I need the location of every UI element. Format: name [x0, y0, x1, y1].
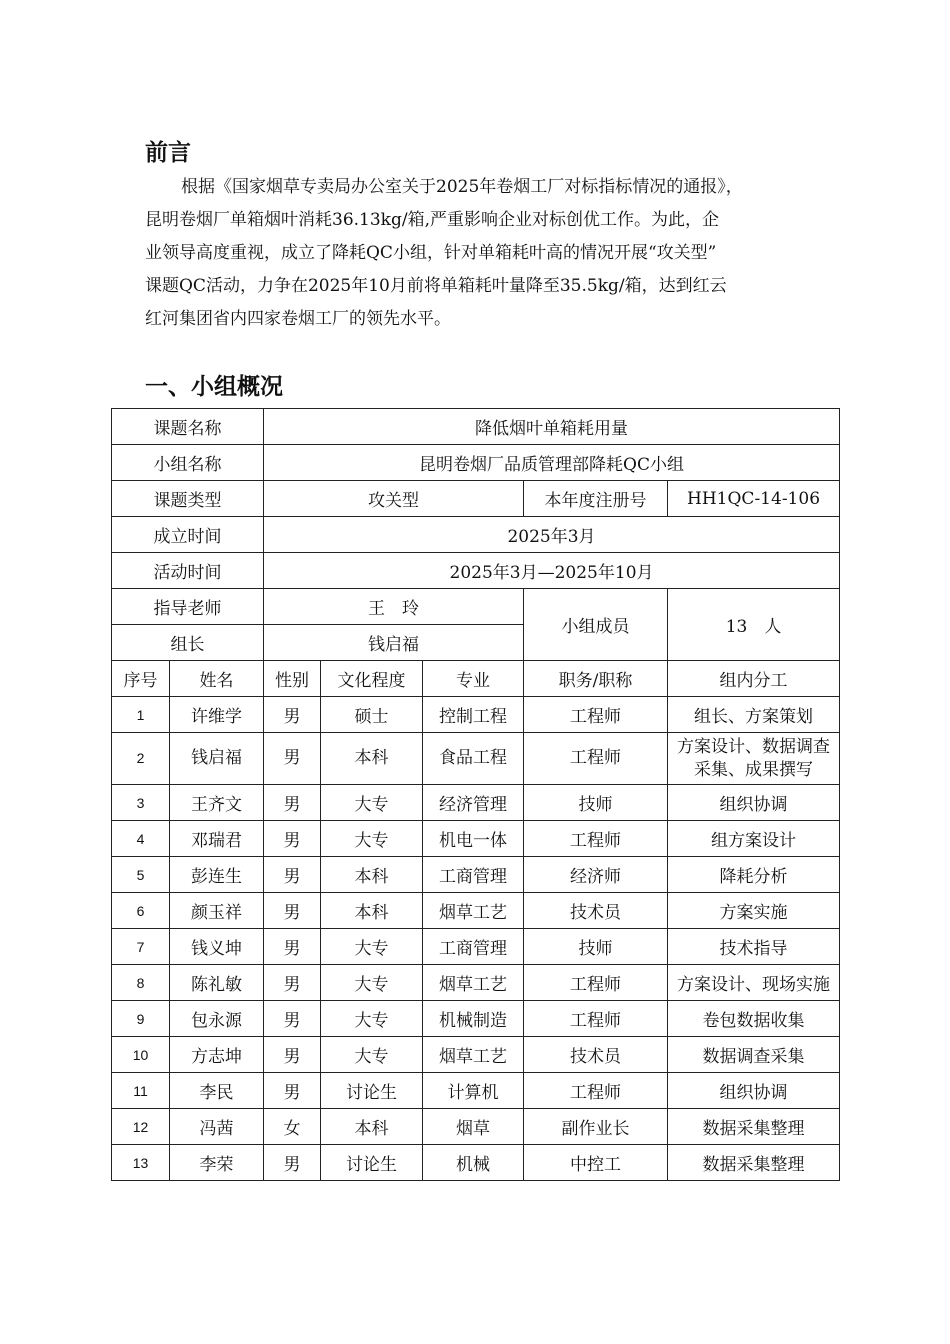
table-row — [112, 697, 840, 733]
member-title: 技师 — [524, 785, 668, 821]
member-major: 食品工程 — [423, 733, 524, 785]
member-no: 5 — [112, 857, 170, 893]
member-sex: 男 — [264, 785, 321, 821]
member-education: 硕士 — [321, 697, 423, 733]
member-title: 技师 — [524, 929, 668, 965]
table-row — [112, 821, 840, 857]
leader-value: 钱启福 — [264, 625, 524, 661]
preface-title: 前言 — [145, 140, 191, 166]
member-no: 1 — [112, 697, 170, 733]
member-education: 本科 — [321, 1109, 423, 1145]
member-sex: 男 — [264, 929, 321, 965]
member-title: 工程师 — [524, 1073, 668, 1109]
member-role: 技术指导 — [668, 929, 840, 965]
member-sex: 男 — [264, 893, 321, 929]
founded-label: 成立时间 — [112, 517, 264, 553]
table-row — [112, 857, 840, 893]
table-row — [112, 1037, 840, 1073]
table-row — [112, 1109, 840, 1145]
member-title: 工程师 — [524, 733, 668, 785]
group-name-value: 昆明卷烟厂品质管理部降耗QC小组 — [264, 445, 840, 481]
member-name: 彭连生 — [170, 857, 264, 893]
member-no: 7 — [112, 929, 170, 965]
member-major: 烟草工艺 — [423, 893, 524, 929]
member-role: 方案实施 — [668, 893, 840, 929]
member-education: 大专 — [321, 821, 423, 857]
table-row — [112, 1145, 840, 1181]
member-sex: 男 — [264, 821, 321, 857]
member-title: 工程师 — [524, 821, 668, 857]
member-title: 副作业长 — [524, 1109, 668, 1145]
header-role: 组内分工 — [668, 661, 840, 697]
registration-label: 本年度注册号 — [524, 481, 668, 517]
header-education: 文化程度 — [321, 661, 423, 697]
member-no: 4 — [112, 821, 170, 857]
preface-line: 红河集团省内四家卷烟工厂的领先水平。 — [145, 309, 451, 329]
member-role: 组织协调 — [668, 785, 840, 821]
member-role: 卷包数据收集 — [668, 1001, 840, 1037]
member-role: 降耗分析 — [668, 857, 840, 893]
member-education: 大专 — [321, 1001, 423, 1037]
period-label: 活动时间 — [112, 553, 264, 589]
member-major: 机械 — [423, 1145, 524, 1181]
overview-title: 一、小组概况 — [145, 374, 283, 400]
member-name: 李荣 — [170, 1145, 264, 1181]
member-sex: 男 — [264, 1037, 321, 1073]
member-major: 计算机 — [423, 1073, 524, 1109]
member-major: 机械制造 — [423, 1001, 524, 1037]
member-role: 组织协调 — [668, 1073, 840, 1109]
member-name: 邓瑞君 — [170, 821, 264, 857]
header-sex: 性别 — [264, 661, 321, 697]
member-name: 陈礼敏 — [170, 965, 264, 1001]
period-value: 2025年3月—2025年10月 — [264, 553, 840, 589]
member-role: 方案设计、数据调查采集、成果撰写 — [668, 733, 840, 785]
header-title: 职务/职称 — [524, 661, 668, 697]
table-row — [112, 893, 840, 929]
member-no: 12 — [112, 1109, 170, 1145]
member-education: 本科 — [321, 893, 423, 929]
table-row — [112, 445, 840, 481]
founded-value: 2025年3月 — [264, 517, 840, 553]
member-major: 工商管理 — [423, 929, 524, 965]
member-sex: 男 — [264, 1001, 321, 1037]
table-row — [112, 965, 840, 1001]
member-education: 本科 — [321, 857, 423, 893]
member-education: 讨论生 — [321, 1145, 423, 1181]
group-overview-table — [111, 408, 840, 1181]
member-sex: 男 — [264, 965, 321, 1001]
member-major: 工商管理 — [423, 857, 524, 893]
members-count: 13 人 — [668, 589, 840, 661]
member-title: 技术员 — [524, 893, 668, 929]
member-title: 工程师 — [524, 1001, 668, 1037]
member-no: 2 — [112, 733, 170, 785]
member-education: 大专 — [321, 965, 423, 1001]
member-sex: 女 — [264, 1109, 321, 1145]
table-row — [112, 553, 840, 589]
member-no: 11 — [112, 1073, 170, 1109]
member-role: 数据调查采集 — [668, 1037, 840, 1073]
member-sex: 男 — [264, 857, 321, 893]
member-role: 组长、方案策划 — [668, 697, 840, 733]
member-no: 13 — [112, 1145, 170, 1181]
topic-type-value: 攻关型 — [264, 481, 524, 517]
member-no: 6 — [112, 893, 170, 929]
table-row — [112, 785, 840, 821]
member-title: 中控工 — [524, 1145, 668, 1181]
member-no: 10 — [112, 1037, 170, 1073]
member-header-row — [112, 661, 840, 697]
member-major: 机电一体 — [423, 821, 524, 857]
preface-paragraph — [145, 171, 805, 336]
member-major: 经济管理 — [423, 785, 524, 821]
member-education: 大专 — [321, 1037, 423, 1073]
member-sex: 男 — [264, 733, 321, 785]
table-row — [112, 733, 840, 785]
advisor-value: 王 玲 — [264, 589, 524, 625]
member-major: 烟草工艺 — [423, 965, 524, 1001]
preface-line: 昆明卷烟厂单箱烟叶消耗36.13kg/箱,严重影响企业对标创优工作。为此，企 — [145, 210, 719, 230]
member-name: 颜玉祥 — [170, 893, 264, 929]
member-sex: 男 — [264, 1073, 321, 1109]
advisor-label: 指导老师 — [112, 589, 264, 625]
member-name: 方志坤 — [170, 1037, 264, 1073]
member-education: 讨论生 — [321, 1073, 423, 1109]
member-role: 数据采集整理 — [668, 1145, 840, 1181]
member-role: 组方案设计 — [668, 821, 840, 857]
member-name: 冯茜 — [170, 1109, 264, 1145]
member-name: 钱启福 — [170, 733, 264, 785]
leader-label: 组长 — [112, 625, 264, 661]
group-name-label: 小组名称 — [112, 445, 264, 481]
member-role: 方案设计、现场实施 — [668, 965, 840, 1001]
member-name: 许维学 — [170, 697, 264, 733]
member-name: 李民 — [170, 1073, 264, 1109]
member-title: 技术员 — [524, 1037, 668, 1073]
member-no: 3 — [112, 785, 170, 821]
table-row — [112, 481, 840, 517]
member-role: 数据采集整理 — [668, 1109, 840, 1145]
member-title: 工程师 — [524, 965, 668, 1001]
table-row — [112, 1073, 840, 1109]
member-no: 9 — [112, 1001, 170, 1037]
member-name: 包永源 — [170, 1001, 264, 1037]
header-major: 专业 — [423, 661, 524, 697]
topic-type-label: 课题类型 — [112, 481, 264, 517]
member-education: 本科 — [321, 733, 423, 785]
table-row — [112, 589, 840, 625]
member-name: 钱义坤 — [170, 929, 264, 965]
topic-name-label: 课题名称 — [112, 409, 264, 445]
registration-value: HH1QC-14-106 — [668, 481, 840, 517]
member-education: 大专 — [321, 929, 423, 965]
header-no: 序号 — [112, 661, 170, 697]
member-name: 王齐文 — [170, 785, 264, 821]
preface-line: 课题QC活动，力争在2025年10月前将单箱耗叶量降至35.5kg/箱，达到红云 — [145, 276, 727, 296]
member-title: 经济师 — [524, 857, 668, 893]
members-label: 小组成员 — [524, 589, 668, 661]
table-row — [112, 929, 840, 965]
table-row — [112, 517, 840, 553]
member-sex: 男 — [264, 1145, 321, 1181]
member-sex: 男 — [264, 697, 321, 733]
topic-name-value: 降低烟叶单箱耗用量 — [264, 409, 840, 445]
member-major: 烟草工艺 — [423, 1037, 524, 1073]
member-major: 烟草 — [423, 1109, 524, 1145]
member-no: 8 — [112, 965, 170, 1001]
preface-line: 根据《国家烟草专卖局办公室关于2025年卷烟工厂对标指标情况的通报》， — [181, 177, 743, 197]
preface-line: 业领导高度重视，成立了降耗QC小组，针对单箱耗叶高的情况开展“攻关型” — [145, 243, 717, 263]
header-name: 姓名 — [170, 661, 264, 697]
member-title: 工程师 — [524, 697, 668, 733]
table-row — [112, 1001, 840, 1037]
member-education: 大专 — [321, 785, 423, 821]
member-major: 控制工程 — [423, 697, 524, 733]
table-row — [112, 409, 840, 445]
